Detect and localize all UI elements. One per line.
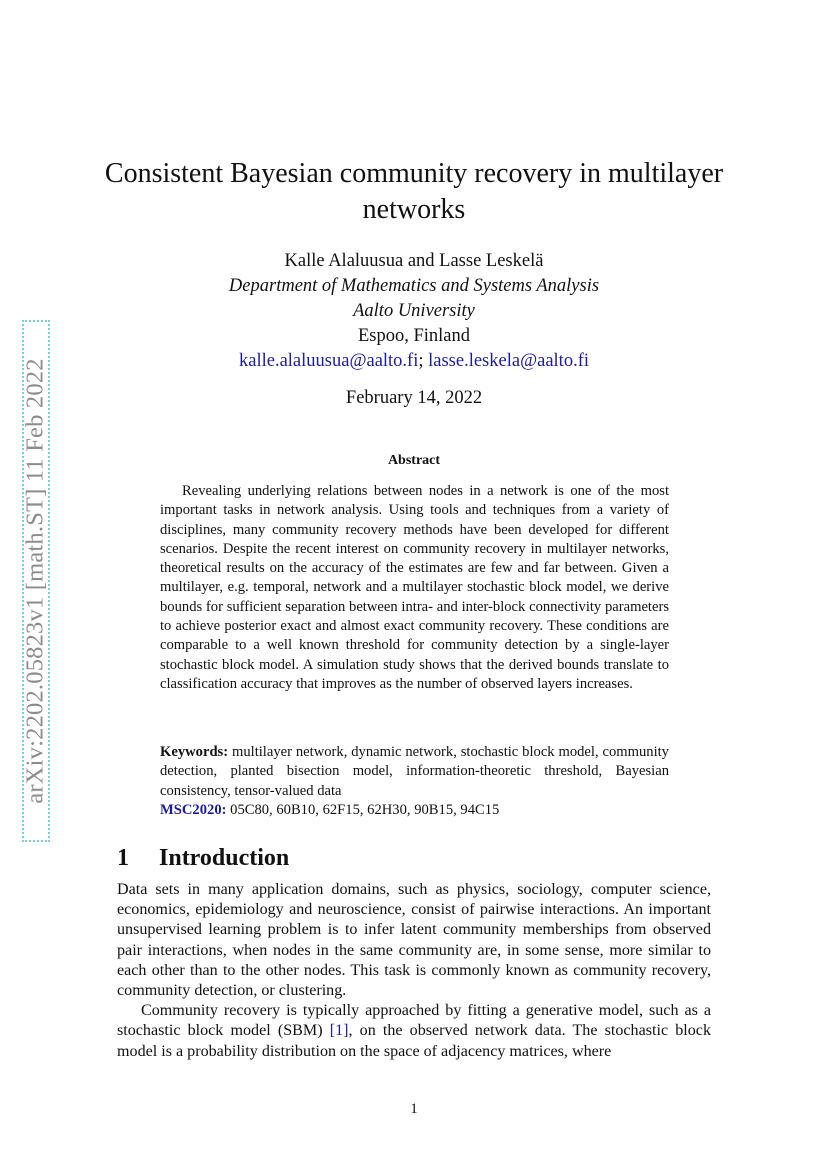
keywords-line xyxy=(160,743,669,801)
paper-title: Consistent Bayesian community recovery in multilayer networks xyxy=(104,158,724,225)
section-heading xyxy=(117,845,289,872)
keywords-text: multilayer network, dynamic network, stochastic block model, community detection, planted bisection model, information-theoretic threshold, Bayesian consistency, tensor-valued data xyxy=(160,744,669,799)
author-names: Kalle Alaluusua and Lasse Leskelä xyxy=(284,251,544,271)
author-block xyxy=(100,249,728,374)
arxiv-identifier-text: arXiv:2202.05823v1 [math.ST] 11 Feb 2022 xyxy=(22,358,50,804)
introduction-text xyxy=(117,880,711,1062)
citation-link[interactable]: [1] xyxy=(329,1022,349,1040)
abstract-heading: Abstract xyxy=(387,453,441,468)
department: Department of Mathematics and Systems Analysis xyxy=(228,276,600,296)
university: Aalto University xyxy=(353,301,475,321)
arxiv-identifier-stamp[interactable] xyxy=(22,320,50,842)
location: Espoo, Finland xyxy=(357,326,471,346)
intro-paragraph-2 xyxy=(117,1001,711,1062)
intro-paragraph-2-end: , on the observed network data. The stochastic block model is a probability distribution on the space of adjacency matrices, where xyxy=(117,1022,711,1060)
intro-paragraph-1: Data sets in many application domains, such as physics, sociology, computer science, economics, epidemiology and neuroscience, consist of pairwise interactions. An important unsupervised learning problem is to infer latent community memberships from observed pair interactions, when nodes in the same community are, in some sense, more similar to each other than to the other nodes. This task is commonly known as community recovery, community detection, or clustering. xyxy=(117,881,711,1000)
section-title-text: Introduction xyxy=(159,845,290,871)
email-link-second[interactable]: lasse.leskela@aalto.fi xyxy=(428,351,589,371)
keywords-label: Keywords: xyxy=(160,744,229,760)
email-link-first[interactable]: kalle.alaluusua@aalto.fi xyxy=(239,351,419,371)
keywords-block xyxy=(160,743,669,820)
msc-link[interactable]: MSC2020: xyxy=(160,801,227,818)
page-number: 1 xyxy=(410,1101,418,1117)
msc-line xyxy=(160,801,669,820)
msc-codes: 05C80, 60B10, 62F15, 62H30, 90B15, 94C15 xyxy=(230,801,500,818)
section-number: 1 xyxy=(117,845,129,871)
email-separator: ; xyxy=(418,351,424,371)
abstract-text: Revealing underlying relations between nodes in a network is one of the most important tasks in network analysis. Using tools and techniques from a variety of disciplines, many community recovery methods have been developed for different scenarios. Despite the recent interest on community recovery in multilayer networks, theoretical results on the accuracy of the estimates are few and far between. Given a multilayer, e.g. temporal, network and a multilayer stochastic block model, we derive bounds for sufficient separation between intra- and inter-block connectivity parameters to achieve posterior exact and almost exact community recovery. These conditions are comparable to a well known threshold for community detection by a single-layer stochastic block model. A simulation study shows that the derived bounds translate to classification accuracy that improves as the number of observed layers increases. xyxy=(160,483,669,692)
intro-paragraph-2-start: Community recovery is typically approached by fitting a generative model, such as a stochastic block model (SBM) xyxy=(117,1002,711,1040)
email-line xyxy=(100,349,728,374)
publication-date: February 14, 2022 xyxy=(345,388,483,408)
